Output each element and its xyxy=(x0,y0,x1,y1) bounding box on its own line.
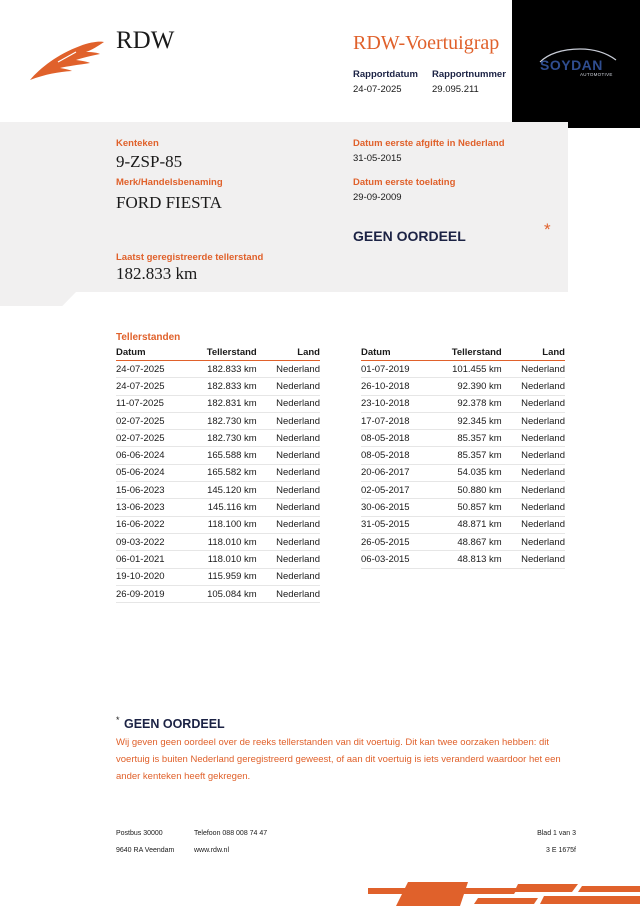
toelating-value: 29-09-2009 xyxy=(353,192,402,203)
rapportdatum-value: 24-07-2025 xyxy=(353,84,402,95)
row-datum: 26-10-2018 xyxy=(361,378,431,395)
table-row xyxy=(361,378,565,395)
panel-tab xyxy=(0,292,76,306)
row-land: Nederland xyxy=(257,430,320,447)
row-tellerstand: 182.833 km xyxy=(186,378,257,395)
row-tellerstand: 54.035 km xyxy=(431,464,502,481)
row-datum: 08-05-2018 xyxy=(361,447,431,464)
kenteken-value: 9-ZSP-85 xyxy=(116,152,183,171)
row-tellerstand: 50.857 km xyxy=(431,499,502,516)
row-land: Nederland xyxy=(257,482,320,499)
row-tellerstand: 118.010 km xyxy=(186,551,257,568)
row-land: Nederland xyxy=(502,499,565,516)
footer-telefoon: Telefoon 088 008 74 47 xyxy=(194,830,268,837)
soydan-logo-text: SOYDAN xyxy=(540,57,603,73)
row-land: Nederland xyxy=(502,482,565,499)
table-row xyxy=(116,395,320,412)
row-land: Nederland xyxy=(257,447,320,464)
report-title: RDW-Voertuigrap xyxy=(353,32,500,54)
row-tellerstand: 182.831 km xyxy=(186,395,257,412)
row-land: Nederland xyxy=(502,395,565,412)
col-land: Land xyxy=(257,346,320,361)
tellerstand-value: 182.833 km xyxy=(116,264,198,283)
table-row xyxy=(361,516,565,533)
row-tellerstand: 92.345 km xyxy=(431,412,502,429)
note-heading-row xyxy=(116,715,225,733)
row-tellerstand: 92.390 km xyxy=(431,378,502,395)
row-datum: 02-05-2017 xyxy=(361,482,431,499)
row-tellerstand: 145.120 km xyxy=(186,482,257,499)
row-tellerstand: 48.813 km xyxy=(431,551,502,568)
row-land: Nederland xyxy=(257,568,320,585)
table-row xyxy=(361,482,565,499)
row-datum: 24-07-2025 xyxy=(116,378,186,395)
row-datum: 02-07-2025 xyxy=(116,430,186,447)
toelating-label: Datum eerste toelating xyxy=(353,177,456,188)
row-datum: 20-06-2017 xyxy=(361,464,431,481)
table-row xyxy=(116,516,320,533)
footer-plaats: 9640 RA Veendam xyxy=(116,847,175,854)
rapportdatum-label: Rapportdatum xyxy=(353,69,418,80)
tellerstanden-heading: Tellerstanden xyxy=(116,332,181,343)
col-tellerstand: Tellerstand xyxy=(186,346,257,361)
row-land: Nederland xyxy=(502,378,565,395)
col-land: Land xyxy=(502,346,565,361)
table-row xyxy=(361,464,565,481)
row-land: Nederland xyxy=(257,585,320,602)
row-datum: 23-10-2018 xyxy=(361,395,431,412)
table-row xyxy=(116,361,320,378)
table-row xyxy=(361,395,565,412)
table-row xyxy=(361,533,565,550)
row-tellerstand: 85.357 km xyxy=(431,447,502,464)
tellerstand-label: Laatst geregistreerde tellerstand xyxy=(116,252,264,263)
footer-web: www.rdw.nl xyxy=(194,847,230,854)
row-datum: 26-05-2015 xyxy=(361,533,431,550)
row-land: Nederland xyxy=(502,361,565,378)
row-datum: 16-06-2022 xyxy=(116,516,186,533)
oordeel-value: GEEN OORDEEL xyxy=(353,228,466,244)
row-land: Nederland xyxy=(502,464,565,481)
row-datum: 06-01-2021 xyxy=(116,551,186,568)
row-datum: 13-06-2023 xyxy=(116,499,186,516)
table-row xyxy=(361,499,565,516)
table-row xyxy=(361,361,565,378)
soydan-logo-box xyxy=(512,0,640,128)
rdw-feather-logo xyxy=(28,40,106,82)
row-land: Nederland xyxy=(502,412,565,429)
row-tellerstand: 118.100 km xyxy=(186,516,257,533)
row-tellerstand: 92.378 km xyxy=(431,395,502,412)
tellerstanden-table-left xyxy=(116,346,320,603)
row-land: Nederland xyxy=(257,412,320,429)
row-datum: 05-06-2024 xyxy=(116,464,186,481)
row-land: Nederland xyxy=(502,447,565,464)
row-tellerstand: 182.730 km xyxy=(186,430,257,447)
row-datum: 08-05-2018 xyxy=(361,430,431,447)
afgifte-value: 31-05-2015 xyxy=(353,153,402,164)
table-row xyxy=(116,412,320,429)
row-datum: 24-07-2025 xyxy=(116,361,186,378)
row-land: Nederland xyxy=(257,551,320,568)
row-datum: 06-03-2015 xyxy=(361,551,431,568)
table-row xyxy=(361,447,565,464)
row-land: Nederland xyxy=(502,551,565,568)
footer-postbus: Postbus 30000 xyxy=(116,830,163,837)
row-datum: 19-10-2020 xyxy=(116,568,186,585)
row-land: Nederland xyxy=(257,516,320,533)
row-land: Nederland xyxy=(257,499,320,516)
table-row xyxy=(116,430,320,447)
table-row xyxy=(116,378,320,395)
col-tellerstand: Tellerstand xyxy=(431,346,502,361)
row-datum: 02-07-2025 xyxy=(116,412,186,429)
row-tellerstand: 165.582 km xyxy=(186,464,257,481)
rdw-speed-stripes xyxy=(368,880,640,906)
row-datum: 11-07-2025 xyxy=(116,395,186,412)
row-land: Nederland xyxy=(257,361,320,378)
row-datum: 31-05-2015 xyxy=(361,516,431,533)
table-row xyxy=(116,533,320,550)
oordeel-asterisk: * xyxy=(544,220,551,239)
table-row xyxy=(116,568,320,585)
table-row xyxy=(116,499,320,516)
row-land: Nederland xyxy=(502,533,565,550)
merk-label: Merk/Handelsbenaming xyxy=(116,177,223,188)
footer-code: 3 E 1675f xyxy=(546,847,576,854)
row-tellerstand: 145.116 km xyxy=(186,499,257,516)
row-datum: 30-06-2015 xyxy=(361,499,431,516)
table-row xyxy=(116,464,320,481)
row-tellerstand: 182.833 km xyxy=(186,361,257,378)
row-land: Nederland xyxy=(257,378,320,395)
footer-blad: Blad 1 van 3 xyxy=(537,830,576,837)
table-row xyxy=(116,447,320,464)
note-asterisk: * xyxy=(116,715,120,725)
table-row xyxy=(116,551,320,568)
merk-value: FORD FIESTA xyxy=(116,193,222,212)
brand-title: RDW xyxy=(116,27,175,54)
row-tellerstand: 165.588 km xyxy=(186,447,257,464)
row-datum: 09-03-2022 xyxy=(116,533,186,550)
table-row xyxy=(116,585,320,602)
afgifte-label: Datum eerste afgifte in Nederland xyxy=(353,138,505,149)
table-row xyxy=(116,482,320,499)
table-row xyxy=(361,412,565,429)
note-text: Wij geven geen oordeel over de reeks tellerstanden van dit voertuig. Dit kan twee oorzaken hebben: dit voertuig is buiten Nederland geregistreerd geweest, of aan dit voertuig is iets veranderd waardoor het een ander kenteken heeft gekregen. xyxy=(116,737,561,782)
rapportnummer-label: Rapportnummer xyxy=(432,69,506,80)
row-tellerstand: 48.867 km xyxy=(431,533,502,550)
row-datum: 26-09-2019 xyxy=(116,585,186,602)
table-row xyxy=(361,430,565,447)
row-land: Nederland xyxy=(257,464,320,481)
row-land: Nederland xyxy=(502,516,565,533)
row-tellerstand: 85.357 km xyxy=(431,430,502,447)
row-land: Nederland xyxy=(257,533,320,550)
rapportnummer-value: 29.095.211 xyxy=(432,84,479,95)
row-tellerstand: 101.455 km xyxy=(431,361,502,378)
row-tellerstand: 50.880 km xyxy=(431,482,502,499)
row-tellerstand: 115.959 km xyxy=(186,568,257,585)
row-land: Nederland xyxy=(502,430,565,447)
table-row xyxy=(361,551,565,568)
row-tellerstand: 118.010 km xyxy=(186,533,257,550)
col-datum: Datum xyxy=(116,346,186,361)
tellerstanden-table-right xyxy=(361,346,565,569)
row-datum: 17-07-2018 xyxy=(361,412,431,429)
row-tellerstand: 48.871 km xyxy=(431,516,502,533)
row-datum: 06-06-2024 xyxy=(116,447,186,464)
row-tellerstand: 182.730 km xyxy=(186,412,257,429)
col-datum: Datum xyxy=(361,346,431,361)
row-land: Nederland xyxy=(257,395,320,412)
kenteken-label: Kenteken xyxy=(116,138,159,149)
row-tellerstand: 105.084 km xyxy=(186,585,257,602)
row-datum: 15-06-2023 xyxy=(116,482,186,499)
note-heading: GEEN OORDEEL xyxy=(123,717,225,731)
row-datum: 01-07-2019 xyxy=(361,361,431,378)
soydan-logo-sub: AUTOMOTIVE xyxy=(580,72,613,77)
